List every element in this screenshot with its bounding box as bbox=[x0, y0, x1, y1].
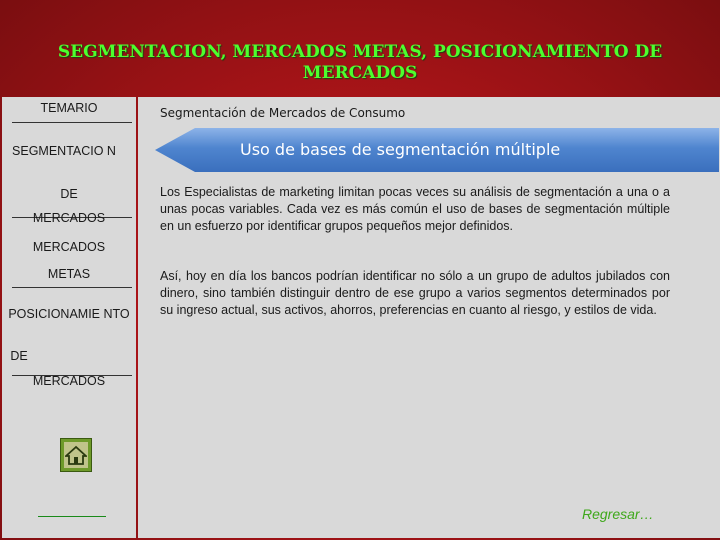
sidebar-item-mercados-2[interactable]: MERCADOS bbox=[32, 240, 106, 254]
section-subtitle: Segmentación de Mercados de Consumo bbox=[160, 106, 406, 120]
banner-heading: Uso de bases de segmentación múltiple bbox=[240, 140, 561, 159]
sidebar-item-de-2[interactable]: DE bbox=[10, 349, 28, 363]
home-button[interactable] bbox=[60, 438, 92, 472]
sidebar-item-segmentacion[interactable]: SEGMENTACIO N bbox=[12, 144, 116, 158]
sidebar-bottom-divider bbox=[38, 516, 106, 517]
sidebar-item-mercados[interactable]: MERCADOS bbox=[32, 211, 106, 225]
sidebar bbox=[2, 97, 136, 538]
sidebar-heading-temario: TEMARIO bbox=[40, 101, 98, 115]
sidebar-item-posicionamiento[interactable]: POSICIONAMIE NTO bbox=[8, 307, 130, 321]
paragraph-2: Así, hoy en día los bancos podrían identificar no sólo a un grupo de adultos jubilados con dinero, sino también distinguir dentro de ese grupo a varios segmentos determinados por su ingreso actual, sus activos, ahorros, preferencias en cuanto al riesgo, y estilos de vida. bbox=[160, 269, 670, 317]
sidebar-item-metas[interactable]: METAS bbox=[47, 267, 91, 281]
sidebar-item-mercados-3[interactable]: MERCADOS bbox=[32, 374, 106, 388]
page-title: SEGMENTACION, MERCADOS METAS, POSICIONAMIENTO DE MERCADOS bbox=[57, 42, 663, 83]
paragraph-1: Los Especialistas de marketing limitan pocas veces su análisis de segmentación a una o a unas pocas variables. Cada vez es más común el uso de bases de segmentación múltiple en un esfuerzo por identificar grupos pequeños mejor definidos. bbox=[160, 185, 670, 233]
sidebar-divider bbox=[12, 287, 132, 288]
back-link[interactable]: Regresar… bbox=[582, 506, 654, 522]
sidebar-divider bbox=[12, 122, 132, 123]
home-icon bbox=[64, 442, 88, 468]
sidebar-item-de[interactable]: DE bbox=[60, 187, 78, 201]
